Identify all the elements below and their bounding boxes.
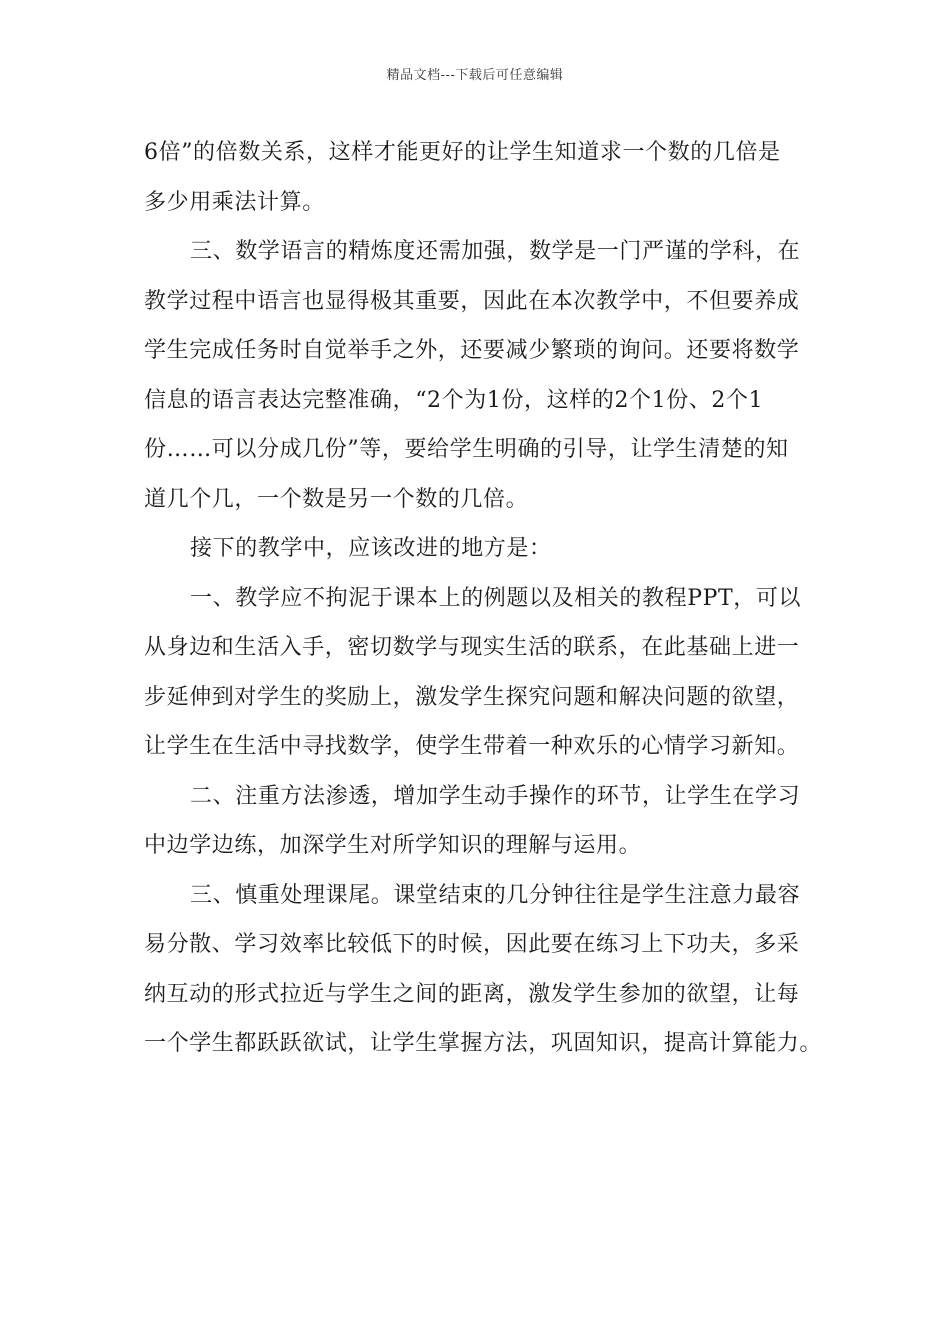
text-line: 三、慎重处理课尾。课堂结束的几分钟往往是学生注意力最容 bbox=[190, 882, 801, 908]
text-line: 步延伸到对学生的奖励上，激发学生探究问题和解决问题的欲望， bbox=[144, 684, 800, 710]
text-line: 从身边和生活入手，密切数学与现实生活的联系，在此基础上进一 bbox=[144, 635, 800, 660]
text-line: 让学生在生活中寻找数学，使学生带着一种欢乐的心情学习新知。 bbox=[144, 734, 800, 759]
text-line: 学生完成任务时自觉举手之外，还要减少繁琐的询问。还要将数学 bbox=[144, 338, 800, 363]
page-header: 精品文档---下载后可任意编辑 bbox=[386, 68, 564, 83]
text-line: 接下的教学中，应该改进的地方是： bbox=[190, 536, 552, 561]
text-line: 二、注重方法渗透，增加学生动手操作的环节，让学生在学习 bbox=[190, 783, 801, 809]
text-line: 信息的语言表达完整准确，“2个为1份，这样的2个1份、2个1 bbox=[144, 387, 764, 413]
text-line: 多少用乘法计算。 bbox=[144, 189, 325, 215]
text-line: 道几个几，一个数是另一个数的几倍。 bbox=[144, 486, 529, 512]
text-line: 6倍”的倍数关系，这样才能更好的让学生知道求一个数的几倍是 bbox=[144, 140, 781, 165]
text-line: 教学过程中语言也显得极其重要，因此在本次教学中，不但要养成 bbox=[144, 288, 800, 314]
text-line: 三、数学语言的精炼度还需加强，数学是一门严谨的学科，在 bbox=[190, 239, 801, 264]
document-body bbox=[144, 128, 823, 1069]
text-line: 中边学边练，加深学生对所学知识的理解与运用。 bbox=[144, 833, 642, 858]
text-line: 一、教学应不拘泥于课本上的例题以及相关的教程PPT，可以 bbox=[190, 585, 802, 611]
text-line: 易分散、学习效率比较低下的时候，因此要在练习上下功夫，多采 bbox=[144, 932, 800, 957]
text-line: 纳互动的形式拉近与学生之间的距离，激发学生参加的欲望，让每 bbox=[144, 981, 800, 1007]
text-line: 份……可以分成几份”等，要给学生明确的引导，让学生清楚的知 bbox=[144, 437, 789, 462]
text-line: 一个学生都跃跃欲试，让学生掌握方法，巩固知识，提高计算能力。 bbox=[144, 1031, 823, 1056]
